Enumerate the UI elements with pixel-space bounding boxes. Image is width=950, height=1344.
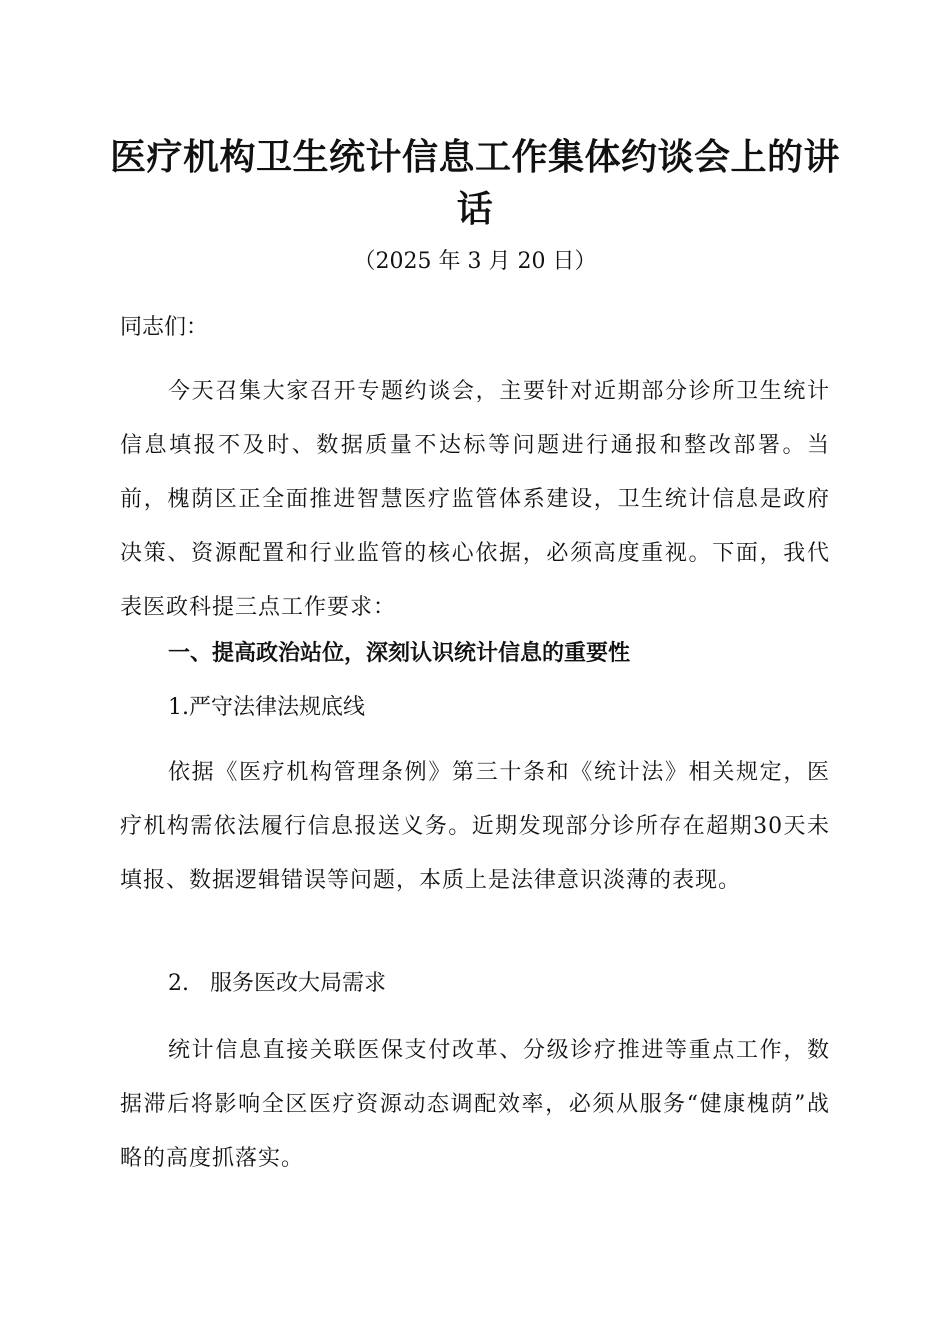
speech-date: （2025 年 3 月 20 日） <box>353 249 597 274</box>
subheading-1: 1.严守法律法规底线 <box>168 695 365 720</box>
law-paragraph: 依据《医疗机构管理条例》第三十条和《统计法》相关规定，医疗机构需依法履行信息报送义务。近期发现部分诊所存在超期30天未填报、数据逻辑错误等问题，本质上是法律意识淡薄的表现。 <box>120 760 830 893</box>
salutation: 同志们： <box>120 315 209 340</box>
subheading-2: 2. 服务医改大局需求 <box>168 971 386 996</box>
reform-paragraph: 统计信息直接关联医保支付改革、分级诊疗推进等重点工作，数据滞后将影响全区医疗资源动态调配效率，必须从服务“健康槐荫”战略的高度抓落实。 <box>120 1038 830 1171</box>
section-heading: 一、提高政治站位，深刻认识统计信息的重要性 <box>168 641 631 666</box>
document-title: 医疗机构卫生统计信息工作集体约谈会上的讲话 <box>110 137 841 230</box>
intro-paragraph: 今天召集大家召开专题约谈会，主要针对近期部分诊所卫生统计信息填报不及时、数据质量不达标等问题进行通报和整改部署。当前，槐荫区正全面推进智慧医疗监管体系建设，卫生统计信息是政府决策、资源配置和行业监管的核心依据，必须高度重视。下面，我代表医政科提三点工作要求： <box>120 379 830 620</box>
